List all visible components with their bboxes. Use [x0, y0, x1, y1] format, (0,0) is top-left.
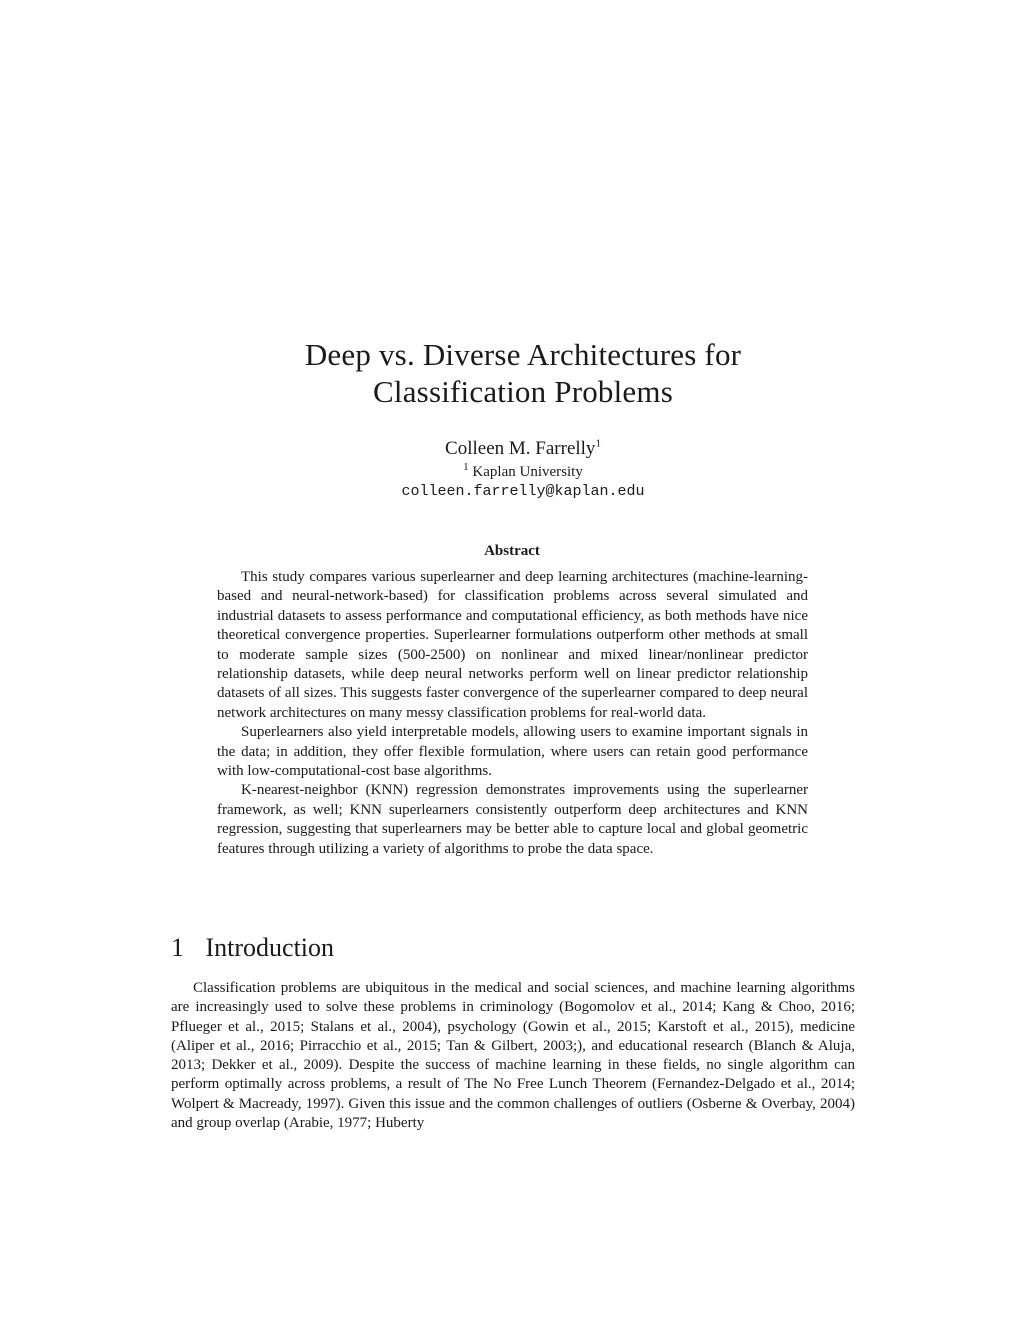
affiliation-marker: 1 — [463, 461, 469, 473]
abstract-paragraph: This study compares various superlearner and deep learning architectures (machine-learning-based and neural-network-based) for classification problems across several simulated and industrial datasets to assess performance and computational efficiency, as both methods have nice theoretical convergence properties. Superlearner formulations outperform other methods at small to moderate sample sizes (500-2500) on nonlinear and mixed linear/nonlinear predictor relationship datasets, while deep neural networks perform well on linear predictor relationship datasets of all sizes. This suggests faster convergence of the superlearner compared to deep neural network architectures on many messy classification problems for real-world data. — [217, 569, 808, 721]
body-paragraph: Classification problems are ubiquitous in the medical and social sciences, and machine learning algorithms are increasingly used to solve these problems in criminology (Bogomolov et al., 2014; Kang & Choo, 2016; Pflueger et al., 2015; Stalans et al., 2004), psychology (Gowin et al., 2015; Karstoft et al., 2015), medicine (Aliper et al., 2016; Pirracchio et al., 2015; Tan & Gilbert, 2003;), and educational research (Blanch & Aluja, 2013; Dekker et al., 2009). Despite the success of machine learning in these fields, no single algorithm can perform optimally across problems, a result of The No Free Lunch Theorem (Fernandez-Delgado et al., 2014; Wolpert & Macready, 1997). Given this issue and the common challenges of outliers (Osberne & Overbay, 2004) and group overlap (Arabie, 1977; Huberty — [171, 980, 855, 1132]
abstract-body — [217, 568, 808, 859]
author-name: Colleen M. Farrelly — [445, 438, 596, 459]
abstract-paragraph: K-nearest-neighbor (KNN) regression demonstrates improvements using the superlearner framework, as well; KNN superlearners consistently outperform deep architectures and KNN regression, suggesting that superlearners may be better able to capture local and global geometric features through utilizing a variety of algorithms to probe the data space. — [217, 782, 808, 857]
paper-title-line-1: Deep vs. Diverse Architectures for — [304, 337, 742, 372]
paper-title — [0, 336, 1024, 410]
affiliation-name: Kaplan University — [472, 464, 583, 480]
section-heading-introduction — [171, 933, 334, 963]
section-title: Introduction — [205, 933, 335, 962]
abstract-paragraph: Superlearners also yield interpretable models, allowing users to examine important signals in the data; in addition, they offer flexible formulation, where users can retain good performance with low-computational-cost base algorithms. — [217, 724, 808, 780]
paper-title-line-2: Classification Problems — [373, 374, 673, 409]
author-email: colleen.farrelly@kaplan.edu — [401, 483, 645, 500]
abstract-heading: Abstract — [484, 543, 540, 559]
author — [0, 438, 1024, 460]
introduction-body — [171, 979, 855, 1133]
affiliation — [0, 463, 1024, 481]
section-number: 1 — [171, 933, 184, 962]
author-affiliation-marker: 1 — [595, 437, 601, 450]
